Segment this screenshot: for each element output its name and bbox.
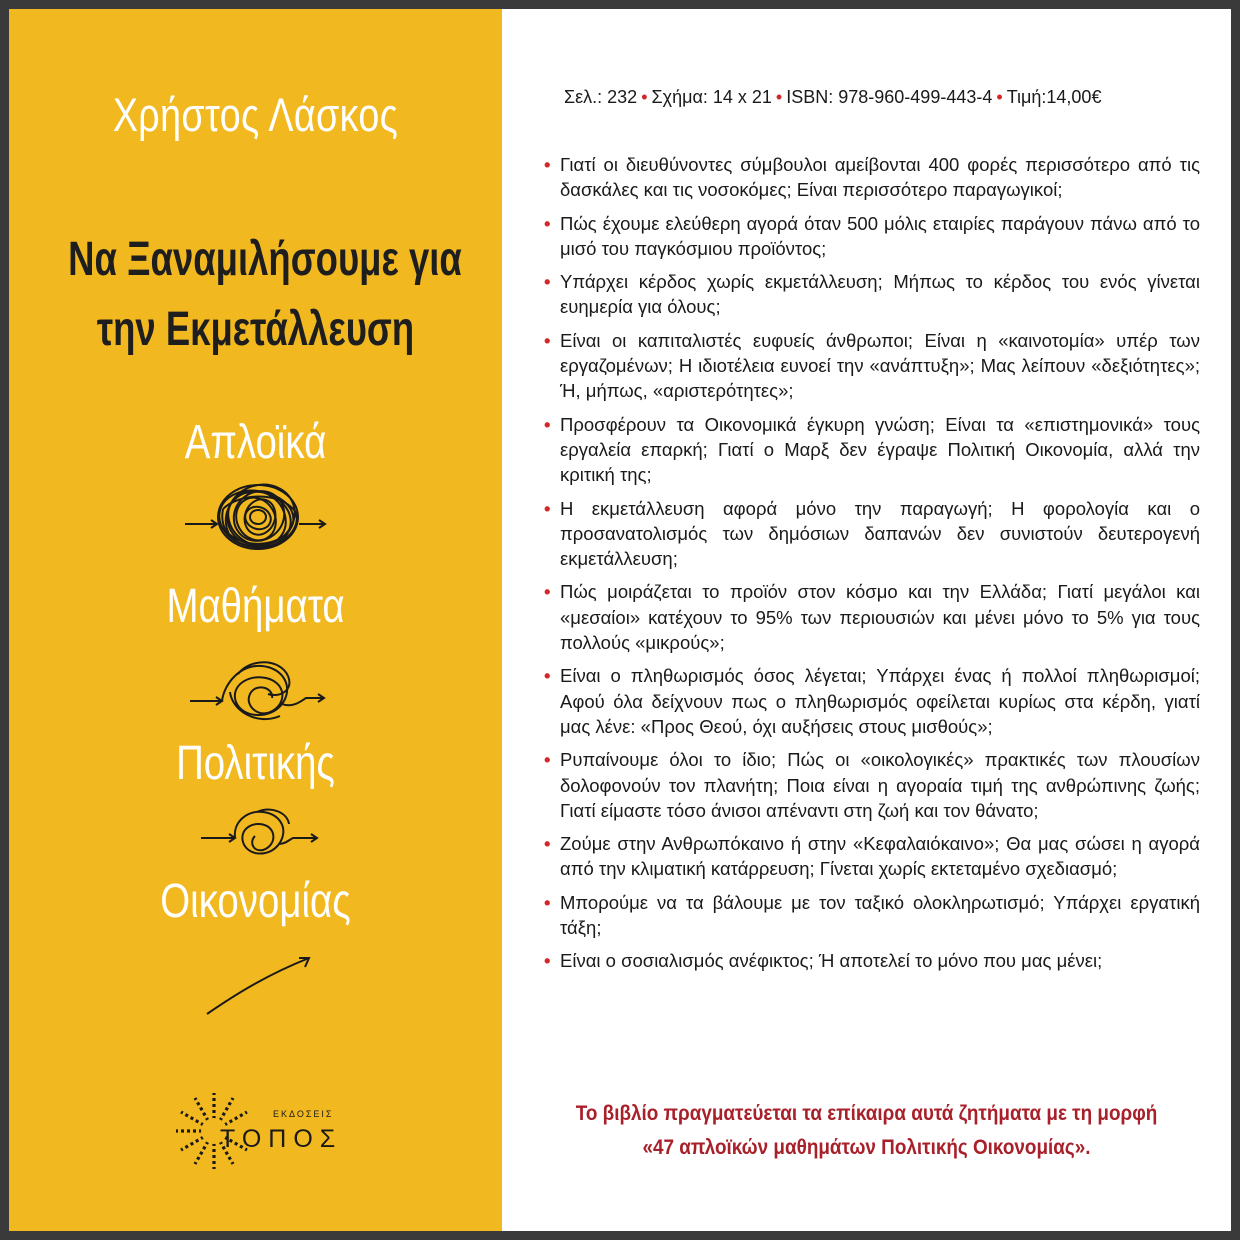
bullet-icon: •	[544, 271, 551, 293]
rising-arrow-icon	[199, 952, 319, 1022]
publisher-label: ΕΚΔΟΣΕΙΣ	[273, 1109, 334, 1119]
subtitle-word-3: Πολιτικής	[176, 737, 335, 790]
summary-line-1: Το βιβλίο πραγματεύεται τα επίκαιρα αυτά ζητήματα με τη μορφή	[575, 1102, 1158, 1125]
spec-price: Τιμή:14,00€	[1006, 87, 1102, 107]
list-item: • Είναι ο πληθωρισμός όσος λέγεται; Υπάρχει ένας ή πολλοί πληθωρισμοί; Αφού όλα δείχνουν πως ο πληθωρισμός οφείλεται κυρίως στα κέρδη, γιατί μας λένε: «Προς Θεού, όχι αυξήσεις στους μισθούς»;	[544, 665, 1200, 737]
tangle-scribble-icon	[179, 479, 329, 559]
book-summary	[502, 1097, 1231, 1165]
bullet-icon: •	[544, 212, 551, 234]
list-item: • Ρυπαίνουμε όλοι το ίδιο; Πώς οι «οικολογικές» πρακτικές των πλουσίων δολοφονούν τον πλανήτη; Ποια είναι η αγοραία τιμή της ανθρώπινης ζωής; Γιατί είμαστε τόσο άνισοι απέναντι στη ζωή και τον θάνατο;	[544, 749, 1200, 821]
details-panel	[502, 9, 1231, 1231]
bullet-icon: •	[544, 581, 551, 603]
bullet-icon: •	[544, 413, 551, 435]
list-item: • Η εκμετάλλευση αφορά μόνο την παραγωγή; Η φορολογία και ο προσανατολισμός των δημόσιων δαπανών δεν συνιστούν δευτερογενή εκμετάλλευση;	[544, 497, 1200, 570]
subtitle-word-1: Απλοϊκά	[184, 416, 327, 469]
bullet-icon: •	[544, 891, 551, 913]
list-item: • Μπορούμε να τα βάλουμε με τον ταξικό ολοκληρωτισμό; Υπάρχει εργατική τάξη;	[544, 891, 1200, 939]
bullet-icon: •	[544, 950, 551, 972]
separator-dot-icon: •	[775, 87, 783, 107]
separator-dot-icon: •	[996, 87, 1003, 107]
publisher-logo	[174, 1091, 354, 1171]
book-title-line-1: Να Ξαναμιλήσουμε για	[68, 233, 462, 286]
bullet-icon: •	[544, 329, 551, 351]
separator-dot-icon: •	[641, 87, 648, 107]
summary-line-2: «47 απλοϊκών μαθημάτων Πολιτικής Οικονομίας».	[642, 1136, 1091, 1159]
question-list	[544, 152, 1200, 982]
bullet-icon: •	[544, 749, 551, 771]
bullet-icon: •	[544, 154, 551, 175]
list-item: • Είναι ο σοσιαλισμός ανέφικτος; Ή αποτελεί το μόνο που μας μένει;	[544, 948, 1200, 973]
cover-panel	[9, 9, 502, 1231]
list-item: • Προσφέρουν τα Οικονομικά έγκυρη γνώση; Είναι τα «επιστημονικά» τους εργαλεία επαρκή; Γιατί ο Μαρξ δεν έγραψε Πολιτική Οικονομία, αλλά την κριτική της;	[544, 413, 1200, 486]
loop-scribble-icon	[197, 804, 322, 864]
list-item: • Είναι οι καπιταλιστές ευφυείς άνθρωποι; Είναι η «καινοτομία» υπέρ των εργαζομένων; Η ιδιοτέλεια ευνοεί την «ανάπτυξη»; Μας λείπουν «δεξιότητες»; Ή, μήπως, «αριστερότητες»;	[544, 329, 1200, 402]
publisher-name: ΤΟΠΟΣ	[220, 1125, 343, 1153]
subtitle-word-4: Οικονομίας	[160, 875, 351, 928]
list-item: • Γιατί οι διευθύνοντες σύμβουλοι αμείβονται 400 φορές περισσότερο από τις δασκάλες και τις νοσοκόμες; Είναι περισσότερο παραγωγικοί;	[544, 154, 1200, 201]
spec-pages: Σελ.: 232	[564, 87, 638, 107]
book-title-line-2: την Εκμετάλλευση	[96, 303, 415, 356]
subtitle-word-2: Μαθήματα	[166, 580, 345, 633]
bullet-icon: •	[544, 665, 551, 687]
list-item: • Πώς έχουμε ελεύθερη αγορά όταν 500 μόλις εταιρίες παράγουν πάνω από το μισό του παγκόσμιου προϊόντος;	[544, 212, 1200, 259]
bullet-icon: •	[544, 497, 551, 519]
loose-scribble-icon	[184, 654, 329, 729]
list-item: • Ζούμε στην Ανθρωπόκαινο ή στην «Κεφαλαιόκαινο»; Θα μας σώσει η αγορά από την κλιματική κατάρρευση; Γίνεται χωρίς εκτεταμένο σχεδιασμό;	[544, 833, 1200, 880]
bullet-icon: •	[544, 833, 551, 855]
book-specs	[564, 87, 1214, 108]
spec-isbn: ISBN: 978-960-499-443-4	[786, 87, 993, 107]
author-name: Χρήστος Λάσκος	[112, 88, 399, 141]
spec-format: Σχήμα: 14 x 21	[651, 87, 772, 107]
list-item: • Υπάρχει κέρδος χωρίς εκμετάλλευση; Μήπως το κέρδος του ενός γίνεται ευημερία για όλους;	[544, 271, 1200, 318]
list-item: • Πώς μοιράζεται το προϊόν στον κόσμο και την Ελλάδα; Γιατί μεγάλοι και «μεσαίοι» κατέχουν το 95% των περιουσιών και μένει μόνο το 5% για τους πολλούς «μικρούς»;	[544, 581, 1200, 654]
